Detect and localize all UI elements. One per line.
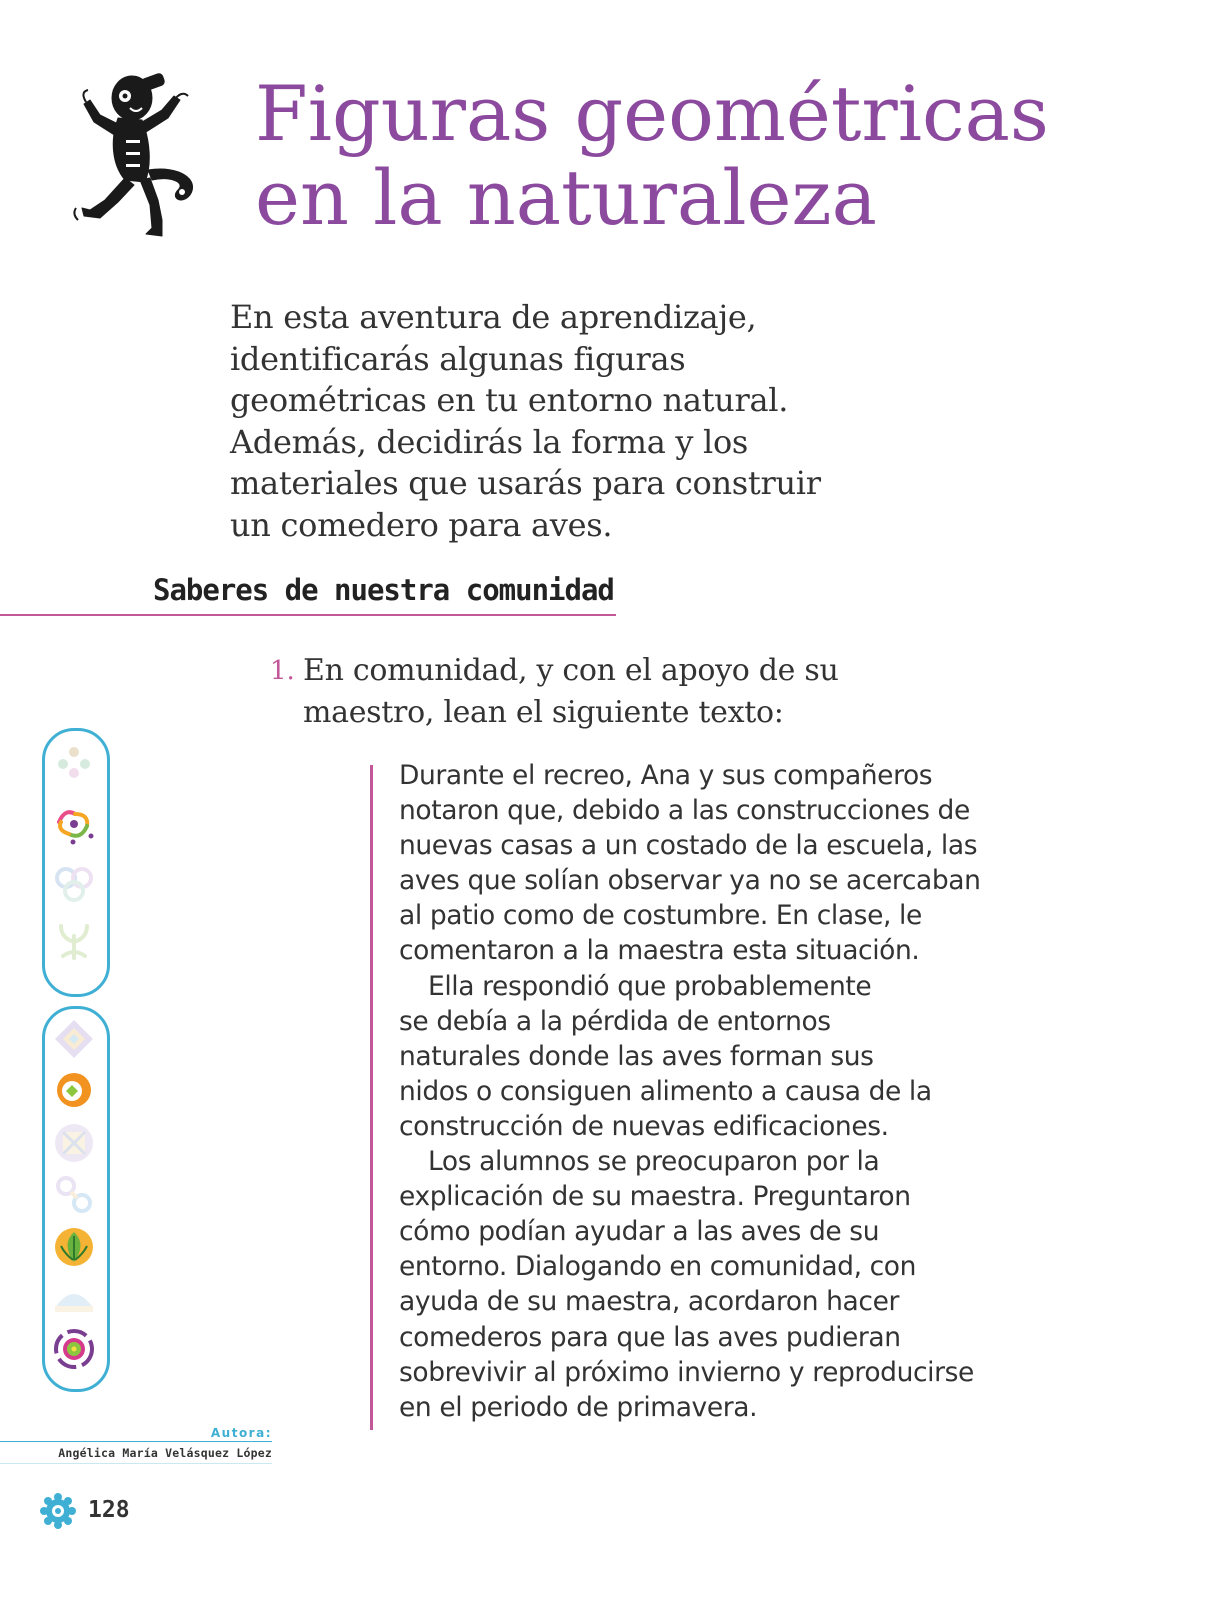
orange-spiral-icon[interactable] [51,1067,97,1113]
reading-line: naturales donde las aves forman sus [399,1040,874,1072]
reading-line: entorno. Dialogando en comunidad, con [399,1251,916,1283]
intro-line: un comedero para aves. [230,505,613,544]
intro-line: geométricas en tu entorno natural. [230,381,789,419]
leaf-badge-icon[interactable] [51,1224,97,1270]
reading-line: notaron que, debido a las construcciones de [399,795,970,827]
reading-line: Los alumnos se preocuparon por la [428,1146,880,1178]
reading-line: explicación de su maestra. Preguntaron [399,1181,911,1213]
author-label: Autora: [210,1426,272,1440]
faded-rings-icon[interactable] [51,1172,97,1218]
faded-mound-icon[interactable] [51,1276,97,1322]
faded-square-icon[interactable] [51,1120,97,1166]
reading-line: ayuda de su maestra, acordaron hacer [399,1286,899,1318]
monkey-glyph-icon [70,70,215,245]
page-number: 128 [88,1497,130,1523]
credit-divider [0,1463,272,1464]
activity-line: En comunidad, y con el apoyo de su [303,653,839,688]
colorful-swirl-icon[interactable] [51,800,97,846]
section-heading: Saberes de nuestra comunidad [153,573,614,607]
title-line-2: en la naturaleza [255,153,877,242]
intro-paragraph [230,297,930,546]
faded-diamond-icon[interactable] [51,1016,97,1062]
reading-line: al patio como de costumbre. En clase, le [399,900,922,932]
blue-gear-icon [40,1493,76,1529]
title-line-1: Figuras geométricas [255,69,1049,158]
author-name: Angélica María Velásquez López [58,1446,272,1460]
reading-line: en el periodo de primavera. [399,1391,758,1423]
purple-target-icon[interactable] [51,1326,97,1372]
reading-line: nidos o consiguen alimento a causa de la [399,1075,932,1107]
reading-accent-bar [370,765,373,1430]
faded-sprout-icon[interactable] [51,918,97,964]
reading-line: se debía a la pérdida de entornos [399,1005,831,1037]
activity-line: maestro, lean el siguiente texto: [303,695,784,730]
intro-line: En esta aventura de aprendizaje, [230,298,757,336]
intro-line: identificarás algunas figuras [230,339,686,378]
reading-line: construcción de nuevas edificaciones. [399,1110,889,1142]
reading-line: Ella respondió que probablemente [428,970,872,1002]
reading-line: aves que solían observar ya no se acercaban [399,865,981,897]
activity-instruction [303,650,953,734]
reading-line: comentaron a la maestra esta situación. [399,935,920,967]
faded-flower-icon[interactable] [51,740,97,786]
reading-line: comederos para que las aves pudieran [399,1321,901,1353]
credit-divider [0,1441,272,1442]
section-divider [0,614,616,616]
reading-line: sobrevivir al próximo invierno y reproducirse [399,1356,974,1388]
reading-line: Durante el recreo, Ana y sus compañeros [399,760,933,791]
intro-line: materiales que usarás para construir [230,464,821,502]
activity-number: 1. [270,656,295,686]
reading-line: cómo podían ayudar a las aves de su [399,1216,880,1248]
reading-line: nuevas casas a un costado de la escuela, las [399,830,978,862]
intro-line: Además, decidirás la forma y los [230,422,749,461]
reading-passage [399,758,1039,1425]
page-title [255,69,1155,242]
faded-knot-icon[interactable] [51,860,97,906]
